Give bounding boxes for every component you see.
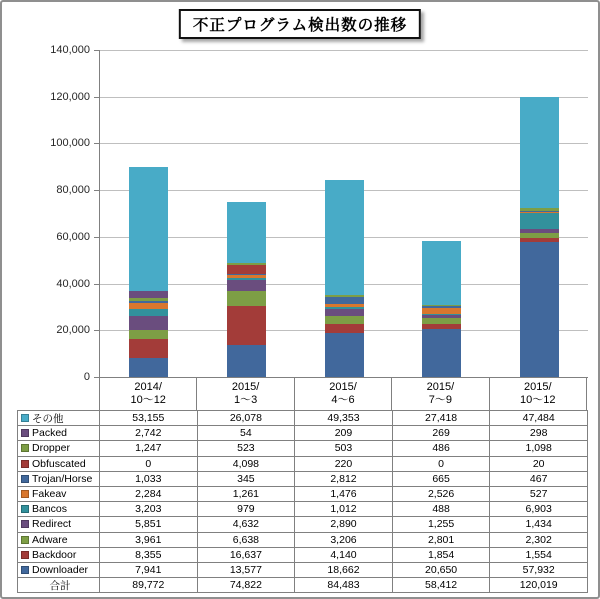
table-value-cell: 4,098 (198, 457, 296, 472)
legend-label: Downloader (32, 563, 89, 576)
table-value-cell: 209 (295, 426, 393, 441)
table-value-cell: 49,353 (295, 411, 393, 426)
y-axis-tick-label: 100,000 (50, 137, 90, 150)
table-value-cell: 4,632 (198, 517, 296, 532)
legend-swatch (21, 551, 29, 559)
legend-item-Trojan/Horse (18, 472, 100, 487)
table-value-cell: 2,284 (100, 487, 198, 502)
total-row-label (18, 578, 100, 593)
y-axis-tick (94, 330, 99, 331)
bar-segment-その他 (129, 167, 168, 291)
x-axis-label-line: 2015/ (524, 381, 552, 393)
legend-label: Backdoor (32, 548, 77, 561)
legend-label: Packed (32, 427, 68, 440)
table-value-cell: 74,822 (198, 578, 296, 593)
legend-item-Packed (18, 426, 100, 441)
table-value-cell: 979 (198, 502, 296, 517)
table-value-cell: 1,434 (490, 517, 588, 532)
table-value-cell: 8,355 (100, 548, 198, 563)
table-value-cell: 527 (490, 487, 588, 502)
table-value-cell: 13,577 (198, 563, 296, 578)
x-axis-label-line: 10〜12 (520, 394, 556, 406)
table-value-cell: 18,662 (295, 563, 393, 578)
x-axis-category-label (295, 378, 392, 410)
legend-item-Downloader (18, 563, 100, 578)
table-value-cell: 269 (393, 426, 491, 441)
table-value-cell: 16,637 (198, 548, 296, 563)
bar-segment-Bancos (129, 309, 168, 316)
table-value-cell: 47,484 (490, 411, 588, 426)
legend-label: Obfuscated (32, 457, 86, 470)
table-value-cell: 1,247 (100, 441, 198, 456)
table-value-cell: 20 (490, 457, 588, 472)
x-axis-label-line: 4〜6 (331, 394, 355, 406)
legend-swatch (21, 429, 29, 437)
table-value-cell: 1,476 (295, 487, 393, 502)
table-value-cell: 6,638 (198, 533, 296, 548)
legend-label: Bancos (32, 503, 68, 516)
legend-item-Bancos (18, 502, 100, 517)
gridline (100, 97, 588, 98)
table-value-cell: 2,302 (490, 533, 588, 548)
bar-segment-Redirect (227, 280, 266, 291)
legend-label: その他 (32, 412, 64, 425)
y-axis-tick (94, 50, 99, 51)
legend-swatch (21, 490, 29, 498)
bar-segment-Downloader (325, 333, 364, 377)
bar-segment-Obfuscated (227, 265, 266, 275)
table-value-cell: 523 (198, 441, 296, 456)
bar-segment-その他 (325, 180, 364, 295)
x-axis-category-label (392, 378, 489, 410)
table-value-cell: 7,941 (100, 563, 198, 578)
table-value-cell: 3,203 (100, 502, 198, 517)
plot-area (99, 50, 588, 378)
legend-swatch (21, 566, 29, 574)
table-value-cell: 665 (393, 472, 491, 487)
bar-2015/4〜6 (325, 180, 364, 377)
legend-item-Obfuscated (18, 457, 100, 472)
table-value-cell: 1,854 (393, 548, 491, 563)
table-value-cell: 2,526 (393, 487, 491, 502)
x-axis-label-line: 2015/ (426, 381, 455, 393)
y-axis-tick (94, 143, 99, 144)
table-value-cell: 345 (198, 472, 296, 487)
table-value-cell: 2,742 (100, 426, 198, 441)
bar-segment-その他 (520, 97, 559, 208)
table-value-cell: 467 (490, 472, 588, 487)
bar-segment-Backdoor (325, 324, 364, 334)
legend-item-その他 (18, 411, 100, 426)
x-axis-label-line: 10〜12 (130, 394, 166, 406)
legend-item-Fakeav (18, 487, 100, 502)
bar-segment-Redirect (325, 309, 364, 316)
bar-segment-その他 (422, 241, 461, 305)
bar-2015/10〜12 (520, 97, 559, 377)
y-axis-tick-label: 120,000 (50, 90, 90, 103)
table-value-cell: 26,078 (198, 411, 296, 426)
y-axis-tick-label: 40,000 (56, 277, 90, 290)
table-value-cell: 84,483 (295, 578, 393, 593)
x-axis-label-line: 1〜3 (233, 394, 258, 406)
x-axis-label-line: 2015/ (329, 381, 357, 393)
bar-segment-Adware (325, 316, 364, 323)
table-value-cell: 0 (393, 457, 491, 472)
x-axis-category-label (100, 378, 197, 410)
y-axis-tick (94, 237, 99, 238)
bar-segment-Downloader (520, 242, 559, 377)
table-value-cell: 89,772 (100, 578, 198, 593)
table-value-cell: 1,554 (490, 548, 588, 563)
table-value-cell: 54 (198, 426, 296, 441)
table-value-cell: 1,012 (295, 502, 393, 517)
bar-segment-Bancos (520, 213, 559, 229)
table-value-cell: 2,812 (295, 472, 393, 487)
table-value-cell: 57,932 (490, 563, 588, 578)
bar-2015/7〜9 (422, 241, 461, 377)
legend-swatch (21, 414, 29, 422)
y-axis-tick-label: 140,000 (50, 44, 90, 56)
y-axis-tick-label: 80,000 (56, 184, 90, 197)
legend-item-Redirect (18, 517, 100, 532)
gridline (100, 143, 588, 144)
legend-label: 合計 (49, 579, 71, 592)
x-axis-category-row (99, 378, 587, 410)
x-axis-label-line: 2014/ (134, 381, 162, 393)
table-value-cell: 53,155 (100, 411, 198, 426)
table-value-cell: 2,801 (393, 533, 491, 548)
table-value-cell: 503 (295, 441, 393, 456)
y-axis-tick-label: 0 (83, 371, 90, 383)
bar-segment-Downloader (422, 329, 461, 377)
y-axis-tick-label: 20,000 (56, 324, 90, 337)
table-value-cell: 0 (100, 457, 198, 472)
y-axis-tick (94, 377, 99, 378)
table-value-cell: 298 (490, 426, 588, 441)
legend-item-Dropper (18, 441, 100, 456)
table-value-cell: 486 (393, 441, 491, 456)
gridline (100, 50, 588, 51)
y-axis (2, 44, 90, 383)
x-axis-label-line: 7〜9 (428, 394, 453, 406)
table-value-cell: 20,650 (393, 563, 491, 578)
y-axis-tick (94, 190, 99, 191)
table-value-cell: 1,033 (100, 472, 198, 487)
x-axis-category-label (197, 378, 294, 410)
legend-swatch (21, 460, 29, 468)
table-value-cell: 27,418 (393, 411, 491, 426)
legend-label: Dropper (32, 442, 70, 455)
x-axis-category-label (490, 378, 587, 410)
table-value-cell: 5,851 (100, 517, 198, 532)
chart-title: 不正プログラム検出数の推移 (179, 9, 421, 39)
legend-label: Trojan/Horse (32, 472, 93, 485)
legend-item-Backdoor (18, 548, 100, 563)
legend-swatch (21, 536, 29, 544)
table-value-cell: 488 (393, 502, 491, 517)
y-axis-tick (94, 97, 99, 98)
legend-swatch (21, 505, 29, 513)
legend-item-Adware (18, 533, 100, 548)
legend-label: Fakeav (32, 488, 67, 501)
bar-2015/1〜3 (227, 202, 266, 377)
y-axis-tick-label: 60,000 (56, 230, 90, 243)
table-value-cell: 2,890 (295, 517, 393, 532)
bar-segment-Adware (227, 291, 266, 307)
table-value-cell: 3,961 (100, 533, 198, 548)
table-value-cell: 120,019 (490, 578, 588, 593)
bar-segment-Backdoor (227, 306, 266, 345)
table-value-cell: 4,140 (295, 548, 393, 563)
legend-label: Adware (32, 533, 68, 546)
x-axis-label-line: 2015/ (231, 381, 260, 393)
table-value-cell: 58,412 (393, 578, 491, 593)
table-value-cell: 220 (295, 457, 393, 472)
table-value-cell: 1,261 (198, 487, 296, 502)
table-value-cell: 3,206 (295, 533, 393, 548)
table-value-cell: 1,098 (490, 441, 588, 456)
legend-swatch (21, 520, 29, 528)
bar-segment-その他 (227, 202, 266, 263)
table-value-cell: 1,255 (393, 517, 491, 532)
bar-segment-Adware (129, 330, 168, 339)
bar-segment-Downloader (129, 358, 168, 377)
y-axis-tick (94, 284, 99, 285)
legend-label: Redirect (32, 518, 72, 531)
bar-segment-Backdoor (129, 339, 168, 359)
data-table (17, 410, 588, 593)
bar-2014/10〜12 (129, 167, 168, 377)
bar-segment-Downloader (227, 345, 266, 377)
table-value-cell: 6,903 (490, 502, 588, 517)
legend-swatch (21, 444, 29, 452)
legend-swatch (21, 475, 29, 483)
bar-segment-Redirect (129, 316, 168, 330)
